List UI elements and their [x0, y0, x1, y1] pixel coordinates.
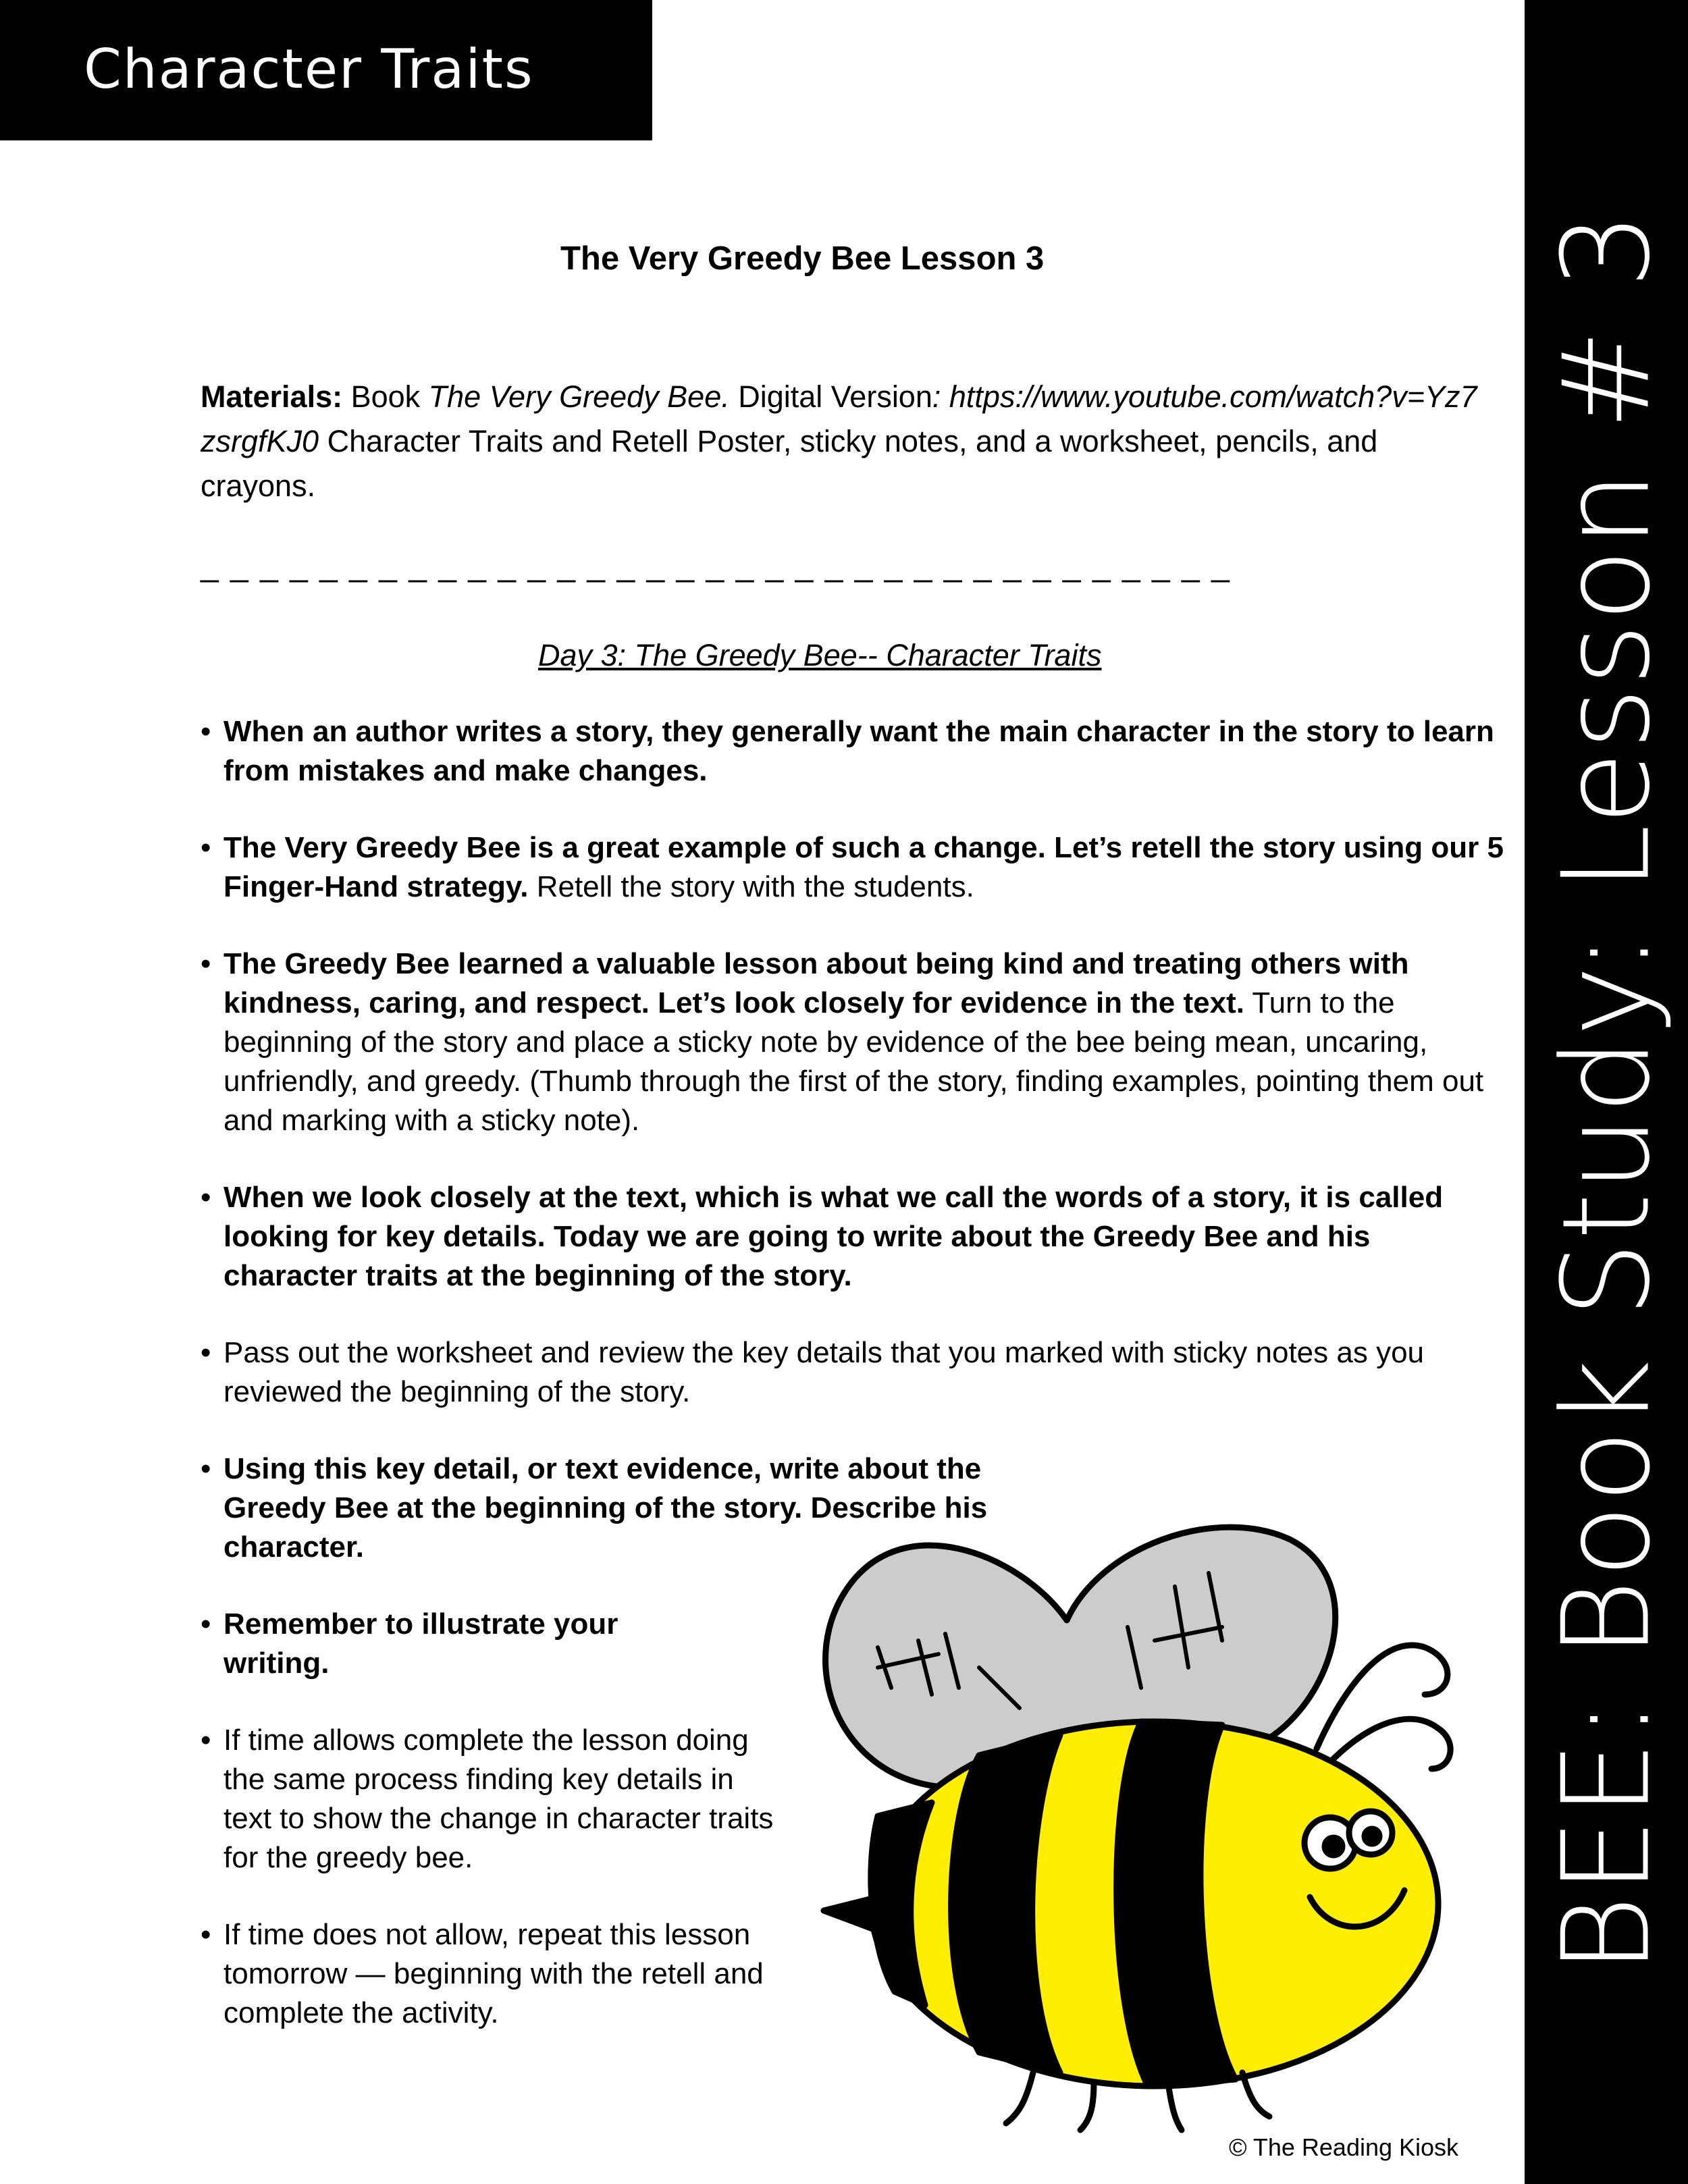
list-item-text: Turn to the beginning of the story and place a sticky note by evidence of the bee being mean, uncaring, unfriendly, and greedy. (Thumb through the first of the story, finding examples, pointing them out and marking with a sticky note). [223, 986, 1484, 1137]
materials-book-title: The Very Greedy Bee. [428, 379, 730, 414]
list-item-text: If time allows complete the lesson doing the same process finding key details in text to show the change in character traits for the greedy bee. [223, 1724, 774, 1874]
materials-video-link[interactable]: : https://www.youtube.com/watch?v=Yz7zsrgfKJ0 [201, 379, 1477, 458]
section-tab [0, 0, 652, 140]
list-item-bold: Using this key detail, or text evidence, write about the Greedy Bee at the beginning of the story. Describe his character. [223, 1452, 988, 1564]
list-item [201, 1721, 781, 1877]
list-item [201, 1605, 687, 1683]
side-banner-title: BEE: Book Study: Lesson # 3 [1536, 211, 1677, 1974]
section-tab-label: Character Traits [84, 38, 534, 101]
bee-illustration [776, 1465, 1526, 2140]
materials-text-3: Character Traits and Retell Poster, sticky notes, and a worksheet, pencils, and crayons. [201, 424, 1378, 503]
day-heading: Day 3: The Greedy Bee-- Character Traits [538, 638, 1102, 672]
list-item [201, 1915, 795, 2033]
list-item-text: Pass out the worksheet and review the key details that you marked with sticky notes as you reviewed the beginning of the story. [223, 1336, 1425, 1408]
materials-label: Materials: [201, 379, 343, 414]
separator-line: _ _ _ _ _ _ _ _ _ _ _ _ _ _ _ _ _ _ _ _ _ _ _ _ _ _ _ _ _ _ _ _ _ _ _ [201, 548, 1231, 583]
list-item [201, 1178, 1504, 1296]
list-item-bold: The Very Greedy Bee is a great example of such a change. Let’s retell the story using our 5 Finger-Hand strategy. [223, 831, 1504, 903]
list-item-text: Retell the story with the students. [528, 870, 974, 903]
page-title: The Very Greedy Bee Lesson 3 [560, 240, 1045, 277]
list-item [201, 712, 1504, 791]
list-item-bold: When we look closely at the text, which is what we call the words of a story, it is called looking for key details. Today we are going to write about the Greedy Bee and his character traits at the beginning of the story. [223, 1181, 1444, 1292]
list-item-bold: When an author writes a story, they generally want the main character in the story to learn from mistakes and make changes. [223, 715, 1494, 787]
list-item-text: If time does not allow, repeat this lesson tomorrow — beginning with the retell and complete the activity. [223, 1918, 764, 2029]
materials-text-1: Book [342, 379, 429, 414]
list-item [201, 1333, 1504, 1412]
list-item [201, 828, 1504, 907]
list-item-bold: The Greedy Bee learned a valuable lesson about being kind and treating others with kindness, caring, and respect. Let’s look closely for evidence in the text. [223, 947, 1409, 1019]
materials-paragraph [201, 375, 1483, 508]
side-banner [1525, 0, 1688, 2184]
list-item-bold: Remember to illustrate your writing. [223, 1607, 618, 1680]
copyright-footer: © The Reading Kiosk [1229, 2133, 1459, 2161]
list-item [201, 944, 1504, 1140]
materials-text-2: Digital Version [729, 379, 932, 414]
